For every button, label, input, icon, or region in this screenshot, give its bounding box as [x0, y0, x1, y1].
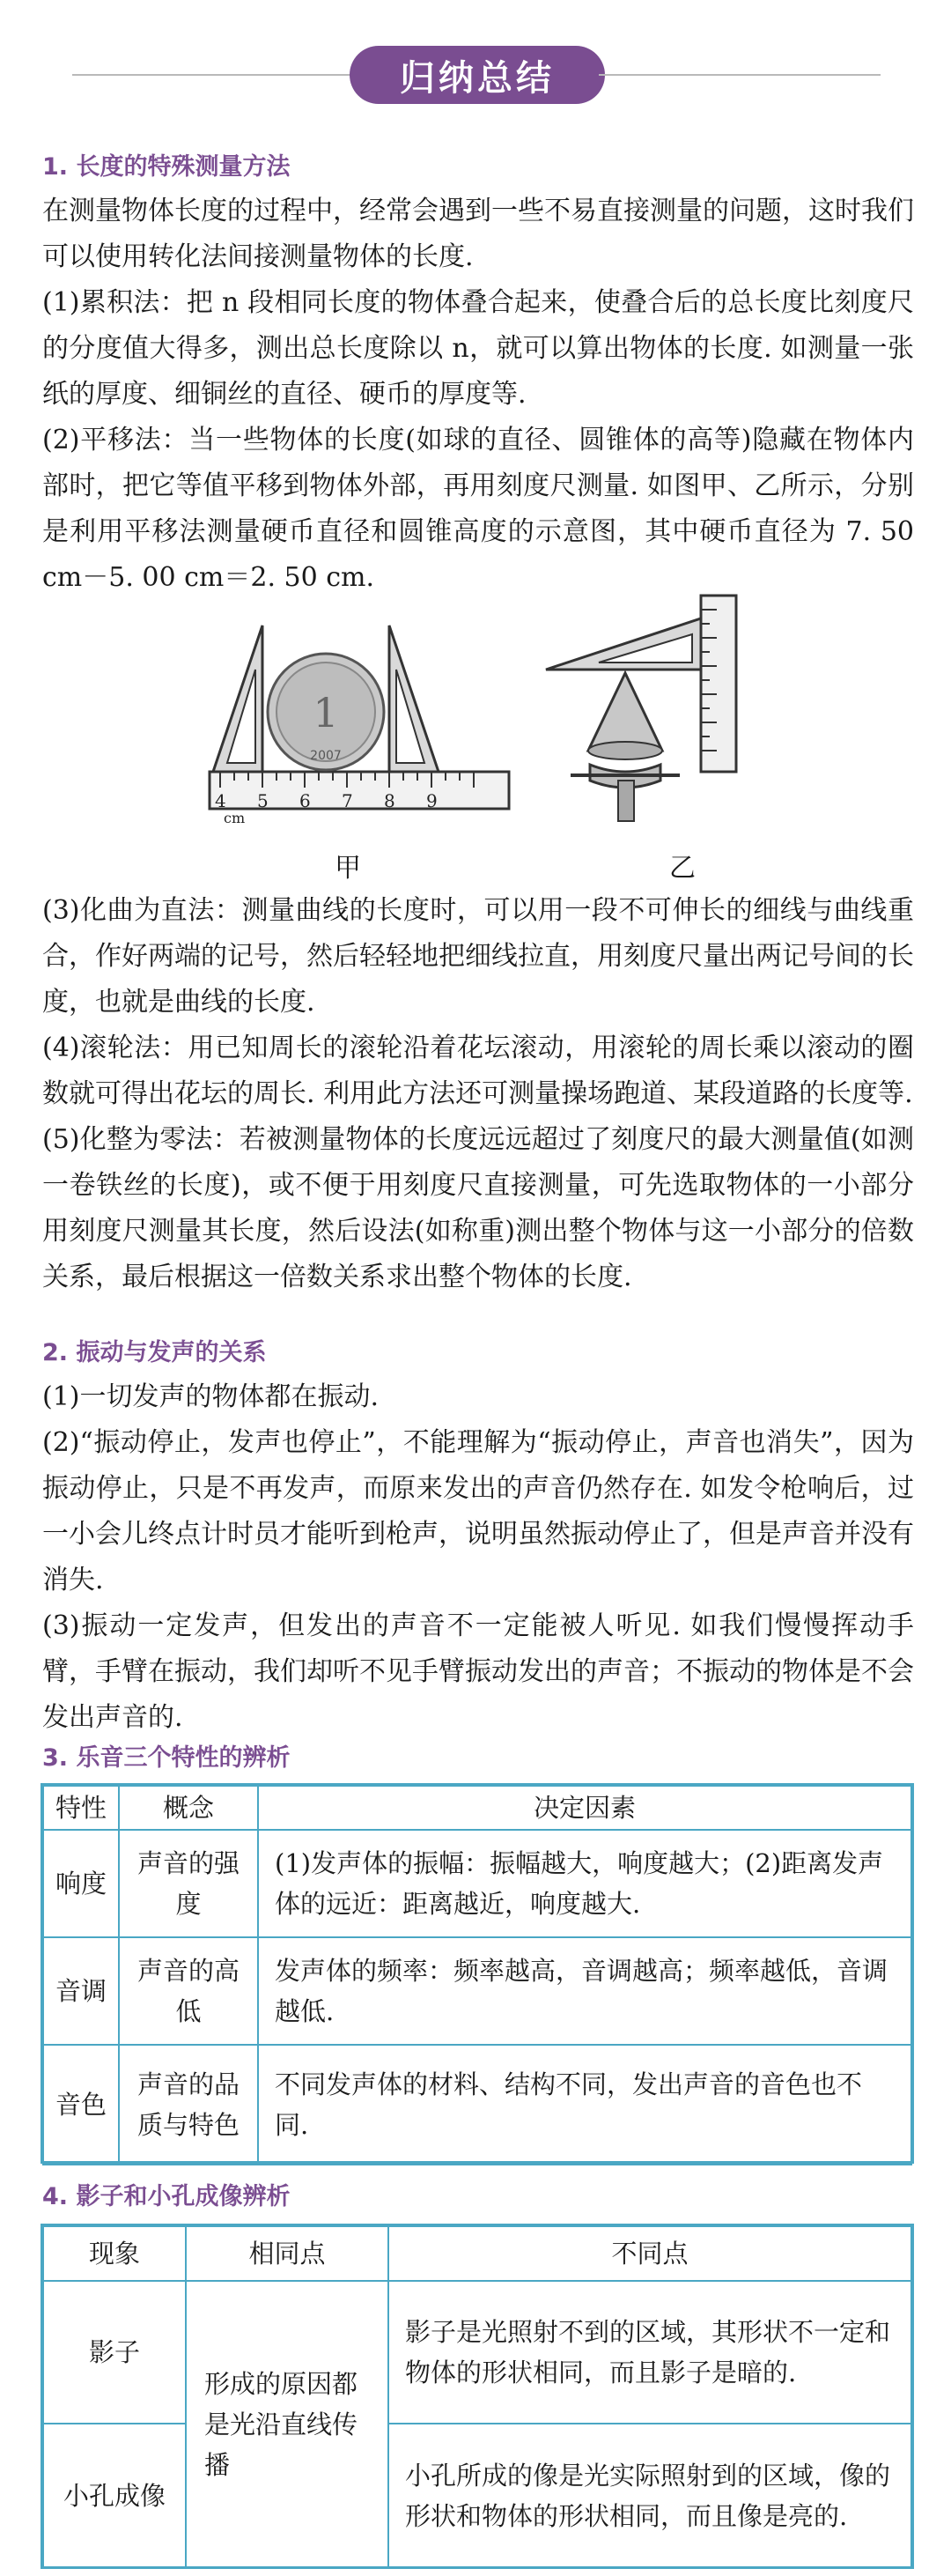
- section-1-body: [42, 189, 914, 601]
- table-cell: 影子是光照射不到的区域，其形状不一定和物体的形状相同，而且影子是暗的.: [388, 2281, 911, 2424]
- table-row: [43, 2424, 911, 2568]
- ruler: [210, 772, 509, 809]
- svg-text:1: 1: [313, 689, 339, 737]
- title-bar: [0, 44, 951, 106]
- table-cell: 音调: [43, 1937, 119, 2045]
- table-cell: 音色: [43, 2045, 119, 2165]
- table-cell: 发声体的频率：频率越高，音调越高；频率越低，音调越低.: [258, 1937, 911, 2045]
- table-header-cell: 不同点: [388, 2226, 911, 2281]
- paragraph: (2)平移法：当一些物体的长度(如球的直径、圆锥体的高等)隐藏在物体内部时，把它等值平移到物体外部，再用刻度尺测量. 如图甲、乙所示，分别是利用平移法测量硬币直径和圆锥高度的示意图，其中硬币直径为 7. 50 cm－5. 00 cm＝2. 50 cm.: [42, 425, 914, 593]
- table-cell-merged: 形成的原因都是光沿直线传播: [186, 2281, 388, 2568]
- coin-year: 2007: [310, 749, 342, 763]
- table-cell: 响度: [43, 1830, 119, 1937]
- table-cell: 声音的高低: [119, 1937, 258, 2045]
- ruler-tick-label: 6: [299, 790, 311, 811]
- table-cell: 声音的品质与特色: [119, 2045, 258, 2165]
- section-heading-4: 4. 影子和小孔成像辨析: [42, 2183, 291, 2210]
- section-1-continued: [42, 888, 914, 1300]
- title-divider-left: [72, 74, 386, 76]
- ruler-tick-label: 9: [426, 790, 438, 811]
- figure-coin-diameter: [204, 608, 521, 839]
- paragraph: (2)“振动停止，发声也停止”，不能理解为“振动停止，声音也消失”，因为振动停止，只是不再发声，而原来发出的声音仍然存在. 如发令枪响后，过一小会儿终点计时员才能听到枪声，说明虽然振动停止了，但是声音并没有消失.: [42, 1427, 914, 1595]
- paragraph: (3)振动一定发声，但发出的声音不一定能被人听见. 如我们慢慢挥动手臂，手臂在振动，我们却听不见手臂振动发出的声音；不振动的物体是不会发出声音的.: [42, 1610, 914, 1733]
- ruler-tick-label: 5: [257, 790, 269, 811]
- section-2-body: [42, 1374, 914, 1741]
- sound-properties-table: [42, 1785, 912, 2165]
- table-header-cell: 现象: [43, 2226, 186, 2281]
- table-header-row: [43, 1786, 911, 1830]
- vertical-ruler: [701, 596, 736, 772]
- table-header-cell: 相同点: [186, 2226, 388, 2281]
- table-header-cell: 特性: [43, 1786, 119, 1830]
- figure-cone-height: [537, 592, 766, 839]
- ruler-unit: cm: [224, 810, 246, 826]
- paragraph: 在测量物体长度的过程中，经常会遇到一些不易直接测量的问题，这时我们可以使用转化法间接测量物体的长度.: [42, 196, 914, 272]
- paragraph: (4)滚轮法：用已知周长的滚轮沿着花坛滚动，用滚轮的周长乘以滚动的圈数就可得出花坛的周长. 利用此方法还可测量操场跑道、某段道路的长度等.: [42, 1033, 914, 1109]
- table-cell: 小孔所成的像是光实际照射到的区域，像的形状和物体的形状相同，而且像是亮的.: [388, 2424, 911, 2568]
- table-row: [43, 1937, 911, 2045]
- table-row: [43, 2045, 911, 2165]
- figure-label-a: 甲: [335, 853, 361, 884]
- page-title: 归纳总结: [350, 46, 605, 104]
- shadow-pinhole-table: [42, 2225, 912, 2569]
- table-header-cell: 概念: [119, 1786, 258, 1830]
- ruler-tick-label: 7: [342, 790, 353, 811]
- ruler-tick-label: 4: [215, 790, 226, 811]
- section-heading-3: 3. 乐音三个特性的辨析: [42, 1744, 291, 1772]
- paragraph: (3)化曲为直法：测量曲线的长度时，可以用一段不可伸长的细线与曲线重合，作好两端的记号，然后轻轻地把细线拉直，用刻度尺量出两记号间的长度，也就是曲线的长度.: [42, 895, 914, 1018]
- paragraph: (1)累积法：把 n 段相同长度的物体叠合起来，使叠合后的总长度比刻度尺的分度值大得多，测出总长度除以 n，就可以算出物体的长度. 如测量一张纸的厚度、细铜丝的直径、硬币的厚度等.: [42, 287, 914, 410]
- title-divider-right: [599, 74, 881, 76]
- figure-label-b: 乙: [669, 853, 696, 884]
- table-header-row: [43, 2226, 911, 2281]
- table-cell: 小孔成像: [43, 2424, 186, 2568]
- paragraph: (5)化整为零法：若被测量物体的长度远远超过了刻度尺的最大测量值(如测一卷铁丝的长度)，或不便于用刻度尺直接测量，可先选取物体的一小部分用刻度尺测量其长度，然后设法(如称重)测出整个物体与这一小部分的倍数关系，最后根据这一倍数关系求出整个物体的长度.: [42, 1124, 914, 1292]
- section-heading-1: 1. 长度的特殊测量方法: [42, 153, 291, 181]
- table-header-cell: 决定因素: [258, 1786, 911, 1830]
- table-cell: 声音的强度: [119, 1830, 258, 1937]
- ruler-tick-label: 8: [384, 790, 395, 811]
- table-row: [43, 2281, 911, 2424]
- paragraph: (1)一切发声的物体都在振动.: [42, 1381, 380, 1412]
- table-row: [43, 1830, 911, 1937]
- table-cell: 影子: [43, 2281, 186, 2424]
- table-cell: (1)发声体的振幅：振幅越大，响度越大；(2)距离发声体的远近：距离越近，响度越大.: [258, 1830, 911, 1937]
- section-heading-2: 2. 振动与发声的关系: [42, 1339, 267, 1366]
- table-cell: 不同发声体的材料、结构不同，发出声音的音色也不同.: [258, 2045, 911, 2165]
